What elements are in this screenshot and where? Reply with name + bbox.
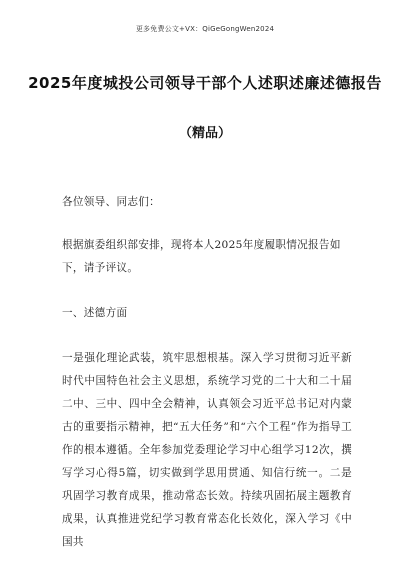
- document-title: 2025年度城投公司领导干部个人述职述廉述德报告: [28, 74, 382, 92]
- header-note: 更多免费公文+VX：QiGeGongWen2024: [135, 25, 275, 33]
- section-heading: 一、述德方面: [62, 307, 128, 319]
- intro-paragraph: 根据旗委组织部安排，现将本人2025年度履职情况报告如下，请予评议。: [62, 239, 341, 274]
- body-paragraph: 一是强化理论武装，筑牢思想根基。深入学习贯彻习近平新时代中国特色社会主义思想，系统学习党的二十大和二十届二中、三中、四中全会精神，认真领会习近平总书记对内蒙古的重要指示精神，把“五大任务”和“六个工程”作为指导工作的根本遵循。全年参加党委理论学习中心组学习12次，撰写学习心得5篇，切实做到学思用贯通、知信行统一。二是巩固学习教育成果，推动常态长效。持续巩固拓展主题教育成果，认真推进党纪学习教育常态化长效化，深入学习《中国共: [62, 352, 352, 548]
- salutation: 各位领导、同志们：: [62, 196, 161, 208]
- document-subtitle: （精品）: [178, 126, 231, 141]
